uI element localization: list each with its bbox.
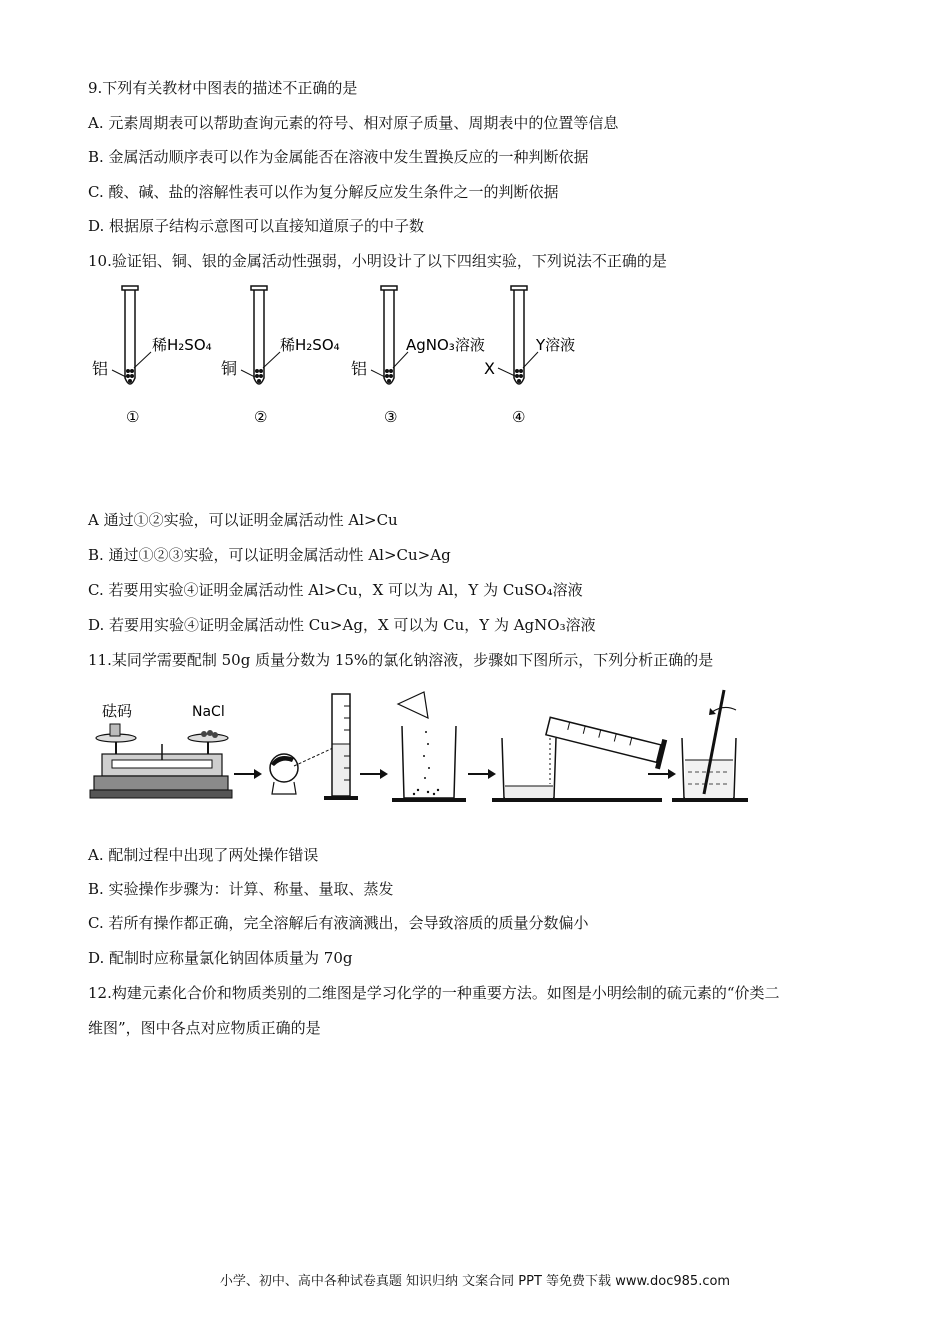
q11-option-a: A. 配制过程中出现了两处操作错误 xyxy=(88,846,319,864)
tube-3-solution: AgNO₃溶液 xyxy=(406,336,485,354)
solution-preparation-figure xyxy=(88,682,760,814)
test-tube-2 xyxy=(221,286,340,426)
tube-1-number: ① xyxy=(126,408,140,426)
q10-option-b: B. 通过①②③实验，可以证明金属活动性 Al>Cu>Ag xyxy=(88,546,451,564)
arrow-1 xyxy=(234,769,262,779)
salt-label: NaCl xyxy=(192,704,225,720)
q9-option-d: D. 根据原子结构示意图可以直接知道原子的中子数 xyxy=(88,217,425,235)
test-tube-4 xyxy=(484,286,575,426)
tube-1-metal: 铝 xyxy=(92,359,109,378)
test-tube-1 xyxy=(92,286,212,426)
arrow-3 xyxy=(468,769,496,779)
tube-2-number: ② xyxy=(254,408,268,426)
tube-4-number: ④ xyxy=(512,408,526,426)
tube-2-metal: 铜 xyxy=(221,359,238,378)
person-reading-cylinder xyxy=(270,694,358,800)
test-tube-3 xyxy=(351,286,485,426)
beaker-adding-salt xyxy=(392,692,466,802)
test-tubes-figure xyxy=(88,282,608,432)
q10-stem: 10.验证铝、铜、银的金属活动性强弱，小明设计了以下四组实验，下列说法不正确的是 xyxy=(88,252,667,270)
q11-stem: 11.某同学需要配制 50g 质量分数为 15%的氯化钠溶液，步骤如下图所示，下列分析正确的是 xyxy=(88,651,714,669)
q9-option-b: B. 金属活动顺序表可以作为金属能否在溶液中发生置换反应的一种判断依据 xyxy=(88,148,589,166)
tube-4-solution: Y溶液 xyxy=(536,336,576,354)
q10-option-c: C. 若要用实验④证明金属活动性 Al>Cu，X 可以为 Al，Y 为 CuSO₄溶液 xyxy=(88,581,583,599)
tube-2-solution: 稀H₂SO₄ xyxy=(280,336,340,354)
weight-label: 砝码 xyxy=(102,702,133,720)
tube-3-number: ③ xyxy=(384,408,398,426)
q9-option-a: A. 元素周期表可以帮助查询元素的符号、相对原子质量、周期表中的位置等信息 xyxy=(88,114,619,132)
tube-3-metal: 铝 xyxy=(351,359,368,378)
arrow-2 xyxy=(360,769,388,779)
q12-stem-line2: 维图”，图中各点对应物质正确的是 xyxy=(88,1019,321,1037)
beaker-adding-water xyxy=(492,711,667,802)
q11-option-b: B. 实验操作步骤为：计算、称量、量取、蒸发 xyxy=(88,880,394,898)
arrow-4 xyxy=(648,769,676,779)
q11-option-d: D. 配制时应称量氯化钠固体质量为 70g xyxy=(88,949,353,967)
q11-option-c: C. 若所有操作都正确，完全溶解后有液滴溅出，会导致溶质的质量分数偏小 xyxy=(88,914,589,932)
tube-1-solution: 稀H₂SO₄ xyxy=(152,336,212,354)
page-footer: 小学、初中、高中各种试卷真题 知识归纳 文案合同 PPT 等免费下载 www.doc985.com xyxy=(219,1274,731,1289)
tube-4-metal: X xyxy=(484,359,495,378)
balance-scale xyxy=(90,702,232,798)
q10-option-d: D. 若要用实验④证明金属活动性 Cu>Ag，X 可以为 Cu，Y 为 AgNO₃溶液 xyxy=(88,616,596,634)
q12-stem-line1: 12.构建元素化合价和物质类别的二维图是学习化学的一种重要方法。如图是小明绘制的硫元素的“价类二 xyxy=(88,984,780,1002)
beaker-stirring xyxy=(672,690,748,802)
q10-option-a: A 通过①②实验，可以证明金属活动性 Al>Cu xyxy=(88,511,398,529)
q9-option-c: C. 酸、碱、盐的溶解性表可以作为复分解反应发生条件之一的判断依据 xyxy=(88,183,559,201)
q9-stem: 9.下列有关教材中图表的描述不正确的是 xyxy=(88,79,358,97)
